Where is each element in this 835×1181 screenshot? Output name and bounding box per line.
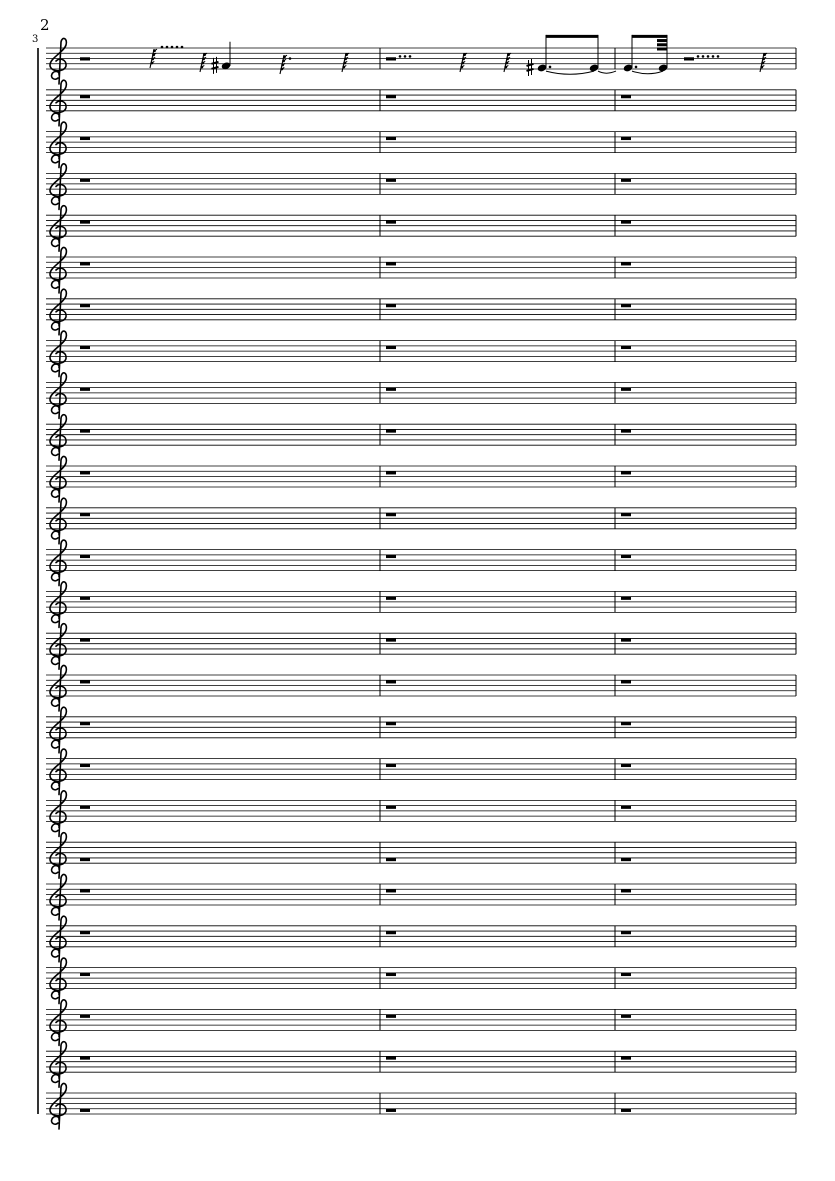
- whole-rest: [386, 346, 396, 349]
- augmentation-dot: [702, 55, 705, 58]
- whole-rest: [386, 638, 396, 641]
- whole-rest: [621, 220, 631, 223]
- augmentation-dot: [181, 46, 184, 49]
- whole-rest: [386, 262, 396, 265]
- whole-rest: [80, 858, 90, 861]
- staff-26: [46, 1083, 796, 1129]
- whole-rest: [621, 429, 631, 432]
- staff-4: [46, 164, 796, 210]
- whole-rest: [621, 1056, 631, 1059]
- treble-clef: [50, 540, 66, 586]
- augmentation-dot: [399, 55, 402, 58]
- treble-clef: [50, 164, 66, 210]
- beam: [657, 39, 667, 42]
- whole-rest: [621, 680, 631, 683]
- augmentation-dot: [161, 46, 164, 49]
- whole-rest: [621, 889, 631, 892]
- whole-rest: [386, 304, 396, 307]
- staff-19: [46, 791, 796, 837]
- augmentation-dot: [697, 55, 700, 58]
- augmentation-dot: [707, 55, 710, 58]
- half-rest: [386, 57, 396, 60]
- whole-rest: [80, 429, 90, 432]
- whole-rest: [621, 346, 631, 349]
- whole-rest: [621, 858, 631, 861]
- augmentation-dot: [404, 55, 407, 58]
- augmentation-dot: [712, 55, 715, 58]
- whole-rest: [386, 973, 396, 976]
- staff-13: [46, 540, 796, 586]
- treble-clef: [50, 289, 66, 335]
- staff-21: [46, 874, 796, 920]
- whole-rest: [80, 388, 90, 391]
- tie: [546, 71, 594, 74]
- staff-2: [46, 80, 796, 126]
- tie: [632, 71, 663, 74]
- staff-14: [46, 582, 796, 628]
- whole-rest: [80, 471, 90, 474]
- staff-20: [46, 833, 796, 879]
- augmentation-dot: [717, 55, 720, 58]
- whole-rest: [386, 931, 396, 934]
- page-number: 2: [40, 16, 50, 34]
- augmentation-dot: [289, 57, 292, 60]
- treble-clef: [50, 415, 66, 461]
- treble-clef: [50, 331, 66, 377]
- whole-rest: [80, 722, 90, 725]
- staff-1: [46, 35, 796, 84]
- whole-rest: [80, 513, 90, 516]
- whole-rest: [621, 597, 631, 600]
- treble-clef: [50, 707, 66, 753]
- whole-rest: [621, 555, 631, 558]
- measure-number: 3: [32, 34, 39, 45]
- whole-rest: [621, 973, 631, 976]
- treble-clef: [50, 1083, 66, 1129]
- half-rest: [684, 57, 694, 60]
- staff-17: [46, 707, 796, 753]
- staff-10: [46, 415, 796, 461]
- whole-rest: [80, 931, 90, 934]
- treble-clef: [50, 624, 66, 670]
- whole-rest: [386, 806, 396, 809]
- staff-7: [46, 289, 796, 335]
- staff-12: [46, 498, 796, 544]
- whole-rest: [386, 95, 396, 98]
- staff-9: [46, 373, 796, 419]
- whole-rest: [80, 346, 90, 349]
- whole-rest: [80, 638, 90, 641]
- treble-clef: [50, 498, 66, 544]
- whole-rest: [621, 931, 631, 934]
- treble-clef: [50, 749, 66, 795]
- whole-rest: [386, 471, 396, 474]
- treble-clef: [50, 874, 66, 920]
- whole-rest: [386, 513, 396, 516]
- sharp-bar: [527, 64, 534, 66]
- staff-25: [46, 1042, 796, 1088]
- staff-5: [46, 206, 796, 252]
- whole-rest: [80, 1015, 90, 1018]
- whole-rest: [621, 388, 631, 391]
- staff-18: [46, 749, 796, 795]
- treble-clef: [50, 38, 66, 84]
- treble-clef: [50, 1000, 66, 1046]
- whole-rest: [80, 220, 90, 223]
- whole-rest: [80, 95, 90, 98]
- whole-rest: [80, 1056, 90, 1059]
- beam: [546, 35, 598, 38]
- whole-rest: [621, 471, 631, 474]
- whole-rest: [80, 179, 90, 182]
- whole-rest: [621, 262, 631, 265]
- whole-rest: [386, 137, 396, 140]
- whole-rest: [386, 1015, 396, 1018]
- treble-clef: [50, 665, 66, 711]
- whole-rest: [386, 680, 396, 683]
- treble-clef: [50, 582, 66, 628]
- whole-rest: [386, 889, 396, 892]
- whole-rest: [621, 513, 631, 516]
- whole-rest: [80, 1109, 90, 1112]
- staff-3: [46, 122, 796, 168]
- half-rest: [80, 57, 90, 60]
- augmentation-dot: [176, 46, 179, 49]
- whole-rest: [80, 262, 90, 265]
- treble-clef: [50, 916, 66, 962]
- staff-6: [46, 247, 796, 293]
- whole-rest: [621, 764, 631, 767]
- staff-24: [46, 1000, 796, 1046]
- whole-rest: [386, 388, 396, 391]
- whole-rest: [386, 1056, 396, 1059]
- beam: [632, 35, 667, 38]
- augmentation-dot: [166, 46, 169, 49]
- whole-rest: [80, 973, 90, 976]
- whole-rest: [386, 597, 396, 600]
- staff-8: [46, 331, 796, 377]
- whole-rest: [80, 555, 90, 558]
- whole-rest: [621, 722, 631, 725]
- whole-rest: [80, 764, 90, 767]
- whole-rest: [386, 764, 396, 767]
- treble-clef: [50, 122, 66, 168]
- augmentation-dot: [409, 55, 412, 58]
- treble-clef: [50, 456, 66, 502]
- augmentation-dot: [549, 66, 552, 69]
- treble-clef: [50, 247, 66, 293]
- whole-rest: [386, 722, 396, 725]
- tie: [598, 71, 616, 73]
- staff-11: [46, 456, 796, 502]
- augmentation-dot: [171, 46, 174, 49]
- treble-clef: [50, 958, 66, 1004]
- whole-rest: [621, 1109, 631, 1112]
- whole-rest: [80, 597, 90, 600]
- beam: [657, 47, 667, 50]
- whole-rest: [80, 680, 90, 683]
- treble-clef: [50, 1042, 66, 1088]
- whole-rest: [386, 220, 396, 223]
- whole-rest: [80, 806, 90, 809]
- whole-rest: [621, 95, 631, 98]
- whole-rest: [80, 137, 90, 140]
- whole-rest: [621, 806, 631, 809]
- whole-rest: [621, 304, 631, 307]
- staff-15: [46, 624, 796, 670]
- staff-22: [46, 916, 796, 962]
- treble-clef: [50, 791, 66, 837]
- whole-rest: [386, 429, 396, 432]
- beam: [657, 43, 667, 46]
- treble-clef: [50, 833, 66, 879]
- whole-rest: [80, 304, 90, 307]
- whole-rest: [386, 1109, 396, 1112]
- whole-rest: [386, 555, 396, 558]
- whole-rest: [80, 889, 90, 892]
- sharp-accidental: [212, 57, 219, 74]
- whole-rest: [386, 179, 396, 182]
- augmentation-dot: [635, 66, 638, 69]
- whole-rest: [621, 638, 631, 641]
- treble-clef: [50, 373, 66, 419]
- whole-rest: [621, 137, 631, 140]
- sharp-accidental: [527, 59, 534, 76]
- sharp-bar: [212, 67, 219, 69]
- treble-clef: [50, 80, 66, 126]
- staff-16: [46, 665, 796, 711]
- staff-23: [46, 958, 796, 1004]
- whole-rest: [621, 179, 631, 182]
- whole-rest: [621, 1015, 631, 1018]
- whole-rest: [386, 858, 396, 861]
- treble-clef: [50, 206, 66, 252]
